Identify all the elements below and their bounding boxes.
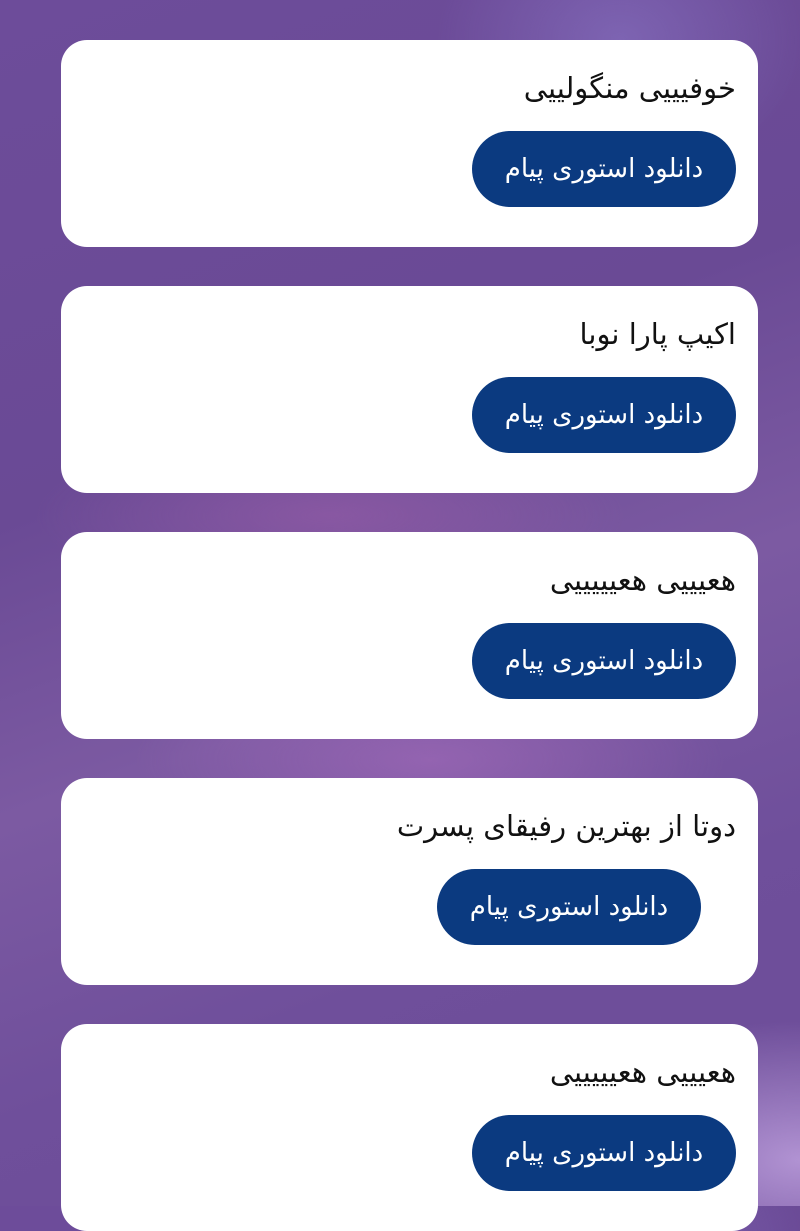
story-title: هعیییی هعیییییی <box>549 563 736 597</box>
story-title: هعیییی هعیییییی <box>549 1055 736 1089</box>
story-card <box>61 778 758 985</box>
download-story-button[interactable]: دانلود استوری پیام <box>472 623 736 699</box>
story-card <box>61 286 758 493</box>
download-story-button[interactable]: دانلود استوری پیام <box>472 377 736 453</box>
story-title: دوتا از بهترین رفیقای پسرت <box>396 809 736 843</box>
story-title: خوفیییی منگولییی <box>523 71 736 105</box>
story-title: اکیپ پارا نوبا <box>579 317 736 351</box>
story-card <box>61 1024 758 1231</box>
story-card <box>61 532 758 739</box>
download-story-button[interactable]: دانلود استوری پیام <box>472 1115 736 1191</box>
download-story-button[interactable]: دانلود استوری پیام <box>437 869 701 945</box>
download-story-button[interactable]: دانلود استوری پیام <box>472 131 736 207</box>
story-card <box>61 40 758 247</box>
